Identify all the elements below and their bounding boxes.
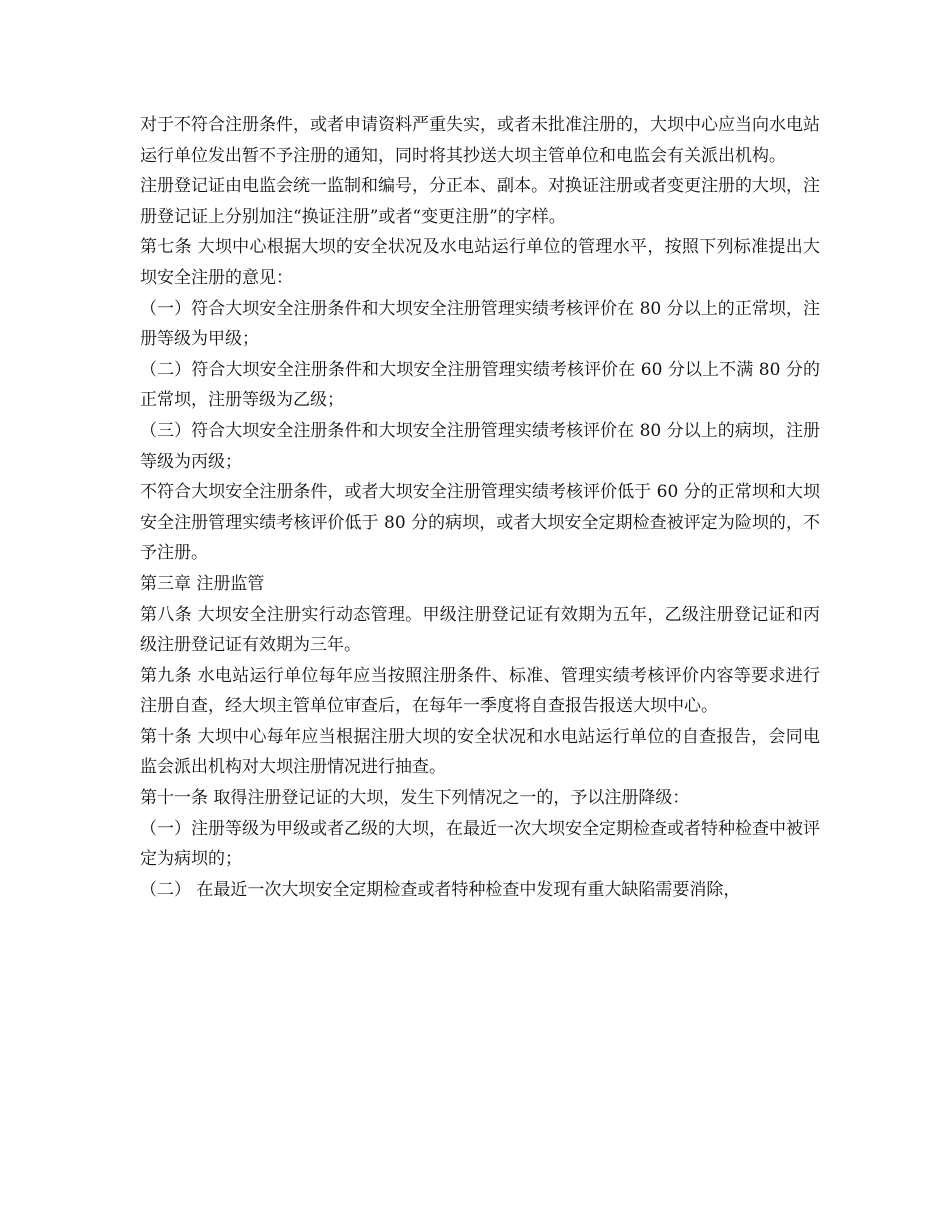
paragraph-certificate-issuance: 注册登记证由电监会统一监制和编号，分正本、副本。对换证注册或者变更注册的大坝，注册登记证上分别加注“换证注册”或者“变更注册”的字样。 [140, 176, 820, 227]
paragraph-no-registration: 不符合大坝安全注册条件，或者大坝安全注册管理实绩考核评价低于 60 分的正常坝和大坝安全注册管理实绩考核评价低于 80 分的病坝，或者大坝安全定期检查被评定为险坝的，不予注册。 [140, 482, 820, 564]
paragraph-not-registered-notice: 对于不符合注册条件，或者申请资料严重失实，或者未批准注册的，大坝中心应当向水电站运行单位发出暂不予注册的通知，同时将其抄送大坝主管单位和电监会有关派出机构。 [140, 115, 820, 166]
document-body [140, 110, 820, 905]
paragraph-downgrade-item-1: （一）注册等级为甲级或者乙级的大坝，在最近一次大坝安全定期检查或者特种检查中被评定为病坝的； [140, 818, 820, 870]
paragraph-article-10: 第十条 大坝中心每年应当根据注册大坝的安全状况和水电站运行单位的自查报告，会同电监会派出机构对大坝注册情况进行抽查。 [140, 726, 820, 778]
chapter-3-heading: 第三章 注册监管 [140, 573, 265, 594]
paragraph-article-8: 第八条 大坝安全注册实行动态管理。甲级注册登记证有效期为五年，乙级注册登记证和丙级注册登记证有效期为三年。 [140, 604, 820, 656]
paragraph-article-7: 第七条 大坝中心根据大坝的安全状况及水电站运行单位的管理水平，按照下列标准提出大坝安全注册的意见： [140, 237, 820, 288]
paragraph-grade-b: （二）符合大坝安全注册条件和大坝安全注册管理实绩考核评价在 60 分以上不满 80 分的正常坝，注册等级为乙级； [140, 359, 820, 411]
paragraph-grade-c: （三）符合大坝安全注册条件和大坝安全注册管理实绩考核评价在 80 分以上的病坝，注册等级为丙级； [140, 420, 820, 472]
paragraph-grade-a: （一）符合大坝安全注册条件和大坝安全注册管理实绩考核评价在 80 分以上的正常坝，注册等级为甲级； [140, 298, 820, 350]
paragraph-downgrade-item-2: （二） 在最近一次大坝安全定期检查或者特种检查中发现有重大缺陷需要消除， [140, 879, 741, 900]
paragraph-article-11: 第十一条 取得注册登记证的大坝，发生下列情况之一的，予以注册降级： [140, 788, 690, 809]
paragraph-article-9: 第九条 水电站运行单位每年应当按照注册条件、标准、管理实绩考核评价内容等要求进行注册自查，经大坝主管单位审查后，在每年一季度将自查报告报送大坝中心。 [140, 665, 820, 717]
